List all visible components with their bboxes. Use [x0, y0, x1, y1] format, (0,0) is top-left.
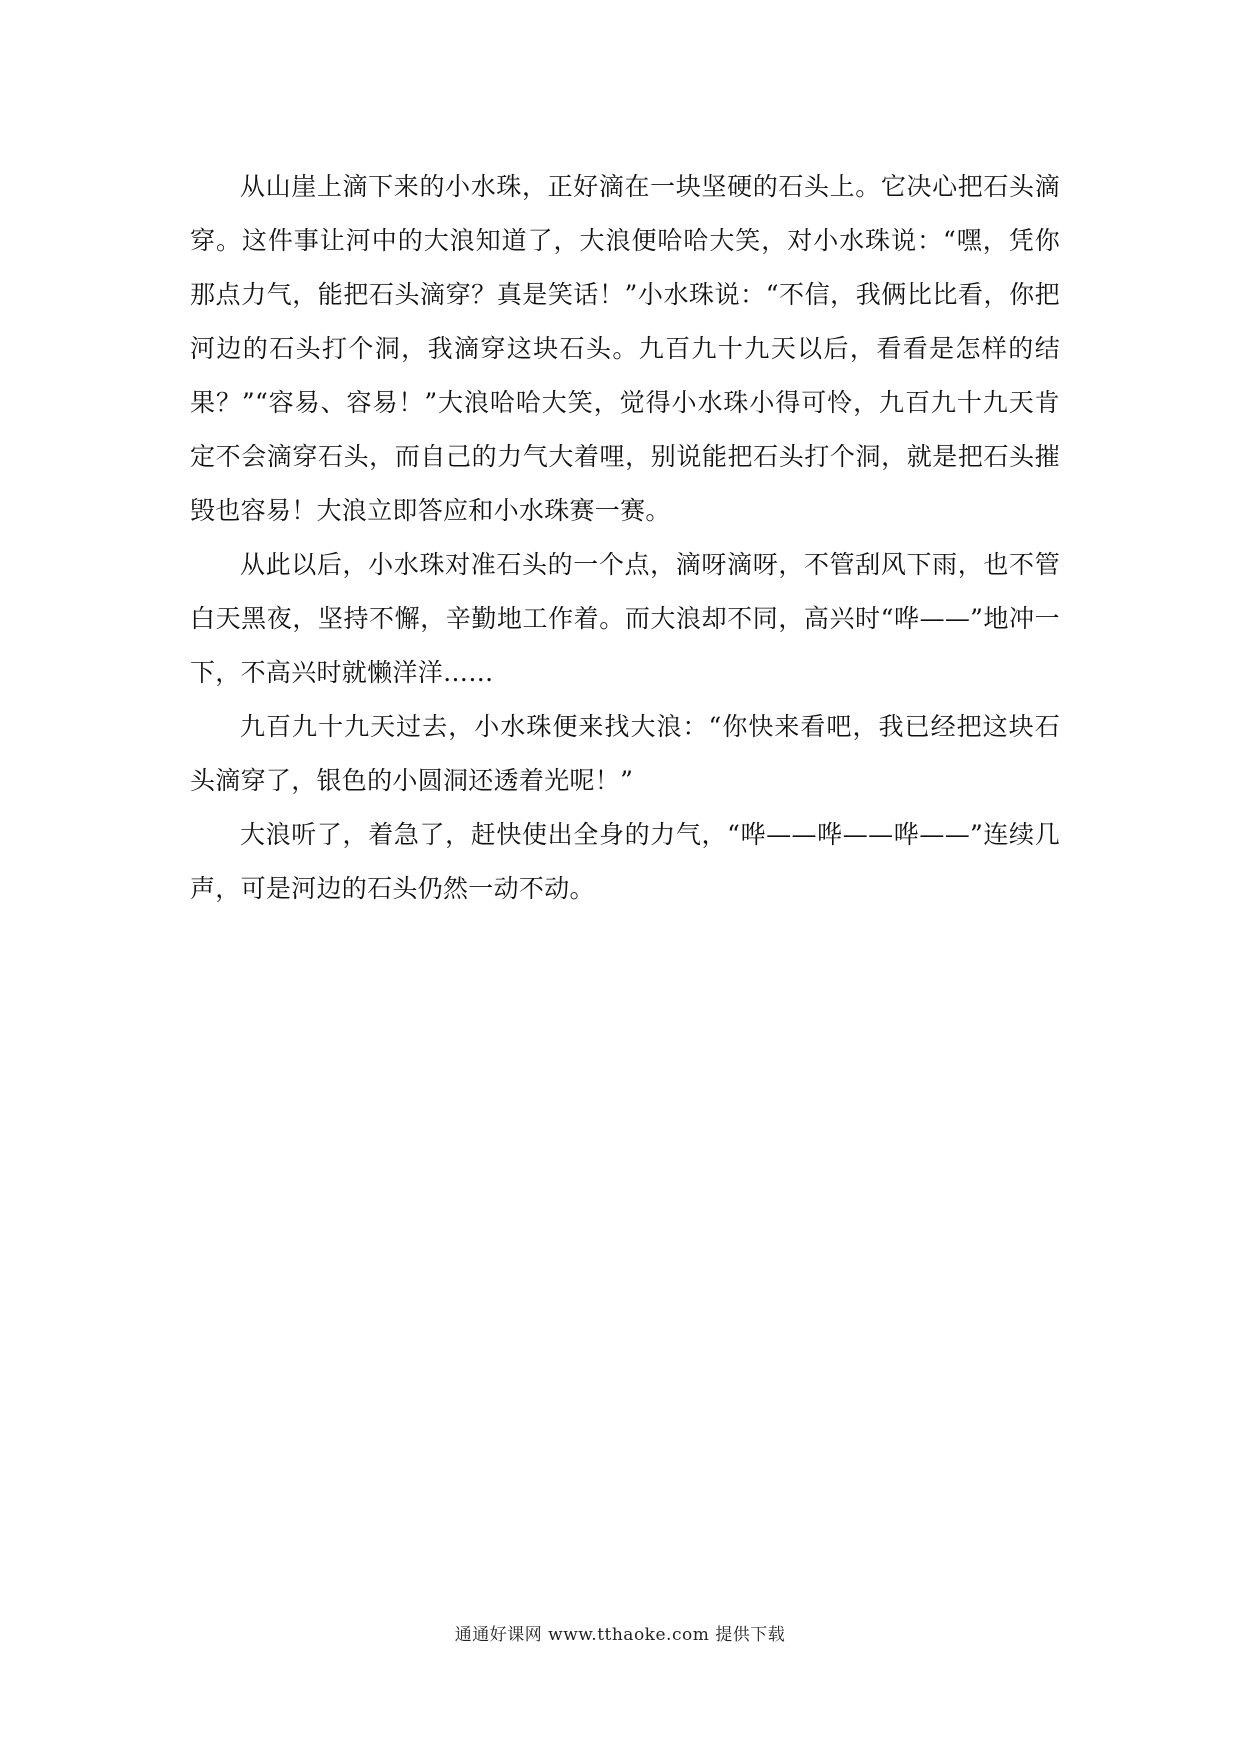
- paragraph: 九百九十九天过去，小水珠便来找大浪：“你快来看吧，我已经把这块石头滴穿了，银色的小圆洞还透着光呢！”: [190, 712, 1060, 795]
- paragraph: 大浪听了，着急了，赶快使出全身的力气，“哗——哗——哗——”连续几声，可是河边的石头仍然一动不动。: [190, 820, 1060, 903]
- paragraph: 从山崖上滴下来的小水珠，正好滴在一块坚硬的石头上。它决心把石头滴穿。这件事让河中的大浪知道了，大浪便哈哈大笑，对小水珠说：“嘿，凭你那点力气，能把石头滴穿？真是笑话！”小水珠说：“不信，我俩比比看，你把河边的石头打个洞，我滴穿这块石头。九百九十九天以后，看看是怎样的结果？”“容易、容易！”大浪哈哈大笑，觉得小水珠小得可怜，九百九十九天肯定不会滴穿石头，而自己的力气大着哩，别说能把石头打个洞，就是把石头摧毁也容易！大浪立即答应和小水珠赛一赛。: [190, 172, 1060, 525]
- story-body: [190, 160, 1060, 916]
- paragraph: 从此以后，小水珠对准石头的一个点，滴呀滴呀，不管刮风下雨，也不管白天黑夜，坚持不懈，辛勤地工作着。而大浪却不同，高兴时“哗——”地冲一下，不高兴时就懒洋洋……: [190, 550, 1060, 687]
- page-footer: 通通好课网 www.tthaoke.com 提供下载: [454, 1625, 786, 1645]
